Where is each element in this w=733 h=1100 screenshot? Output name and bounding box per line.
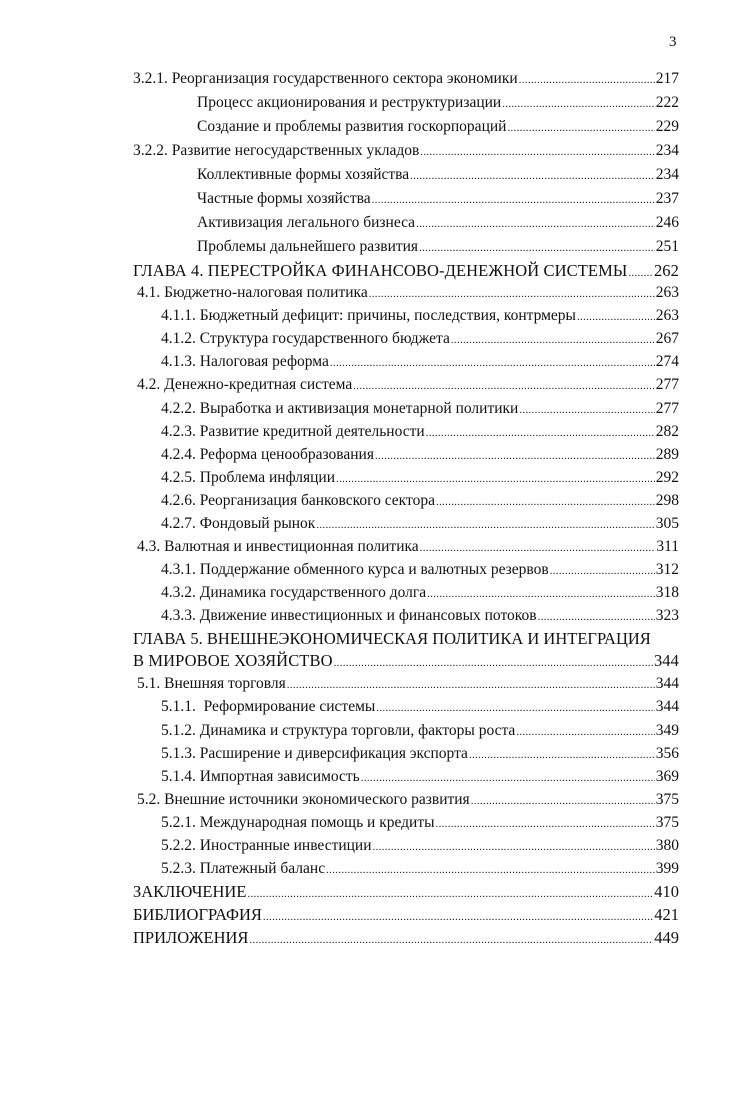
toc-leader-dots [436,491,655,513]
toc-entry-title: 4.1. Бюджетно-налоговая политика [137,284,368,301]
toc-entry [137,673,679,695]
toc-entry-page: 267 [655,330,679,347]
toc-leader-dots [316,514,654,536]
toc-leader-dots [420,537,656,559]
toc-leader-dots [376,697,654,719]
toc-leader-dots [372,189,655,211]
toc-leader-dots [427,583,655,605]
toc-leader-dots [426,422,655,444]
toc-entry-title: 4.1.1. Бюджетный дефицит: причины, последствия, контрмеры [161,307,576,324]
toc-leader-dots [419,237,655,259]
toc-entry-title: 5.2. Внешние источники экономического развития [137,791,470,808]
toc-entry-page: 263 [655,307,679,324]
toc-leader-dots [416,213,655,235]
toc-chapter-entry [133,650,679,672]
toc-leader-dots [247,883,653,905]
toc-leader-dots [353,375,655,397]
toc-leader-dots [577,306,655,328]
toc-entry-page: 399 [655,860,679,877]
toc-entry-title: 4.3.2. Динамика государственного долга [161,584,427,601]
toc-entry-title: 5.2.3. Платежный баланс [161,860,326,877]
toc-entry-title: 5.1. Внешняя торговля [137,675,286,692]
toc-entry [161,858,679,880]
toc-leader-dots [334,652,653,674]
toc-entry-page: 234 [655,166,679,183]
toc-entry-title: 5.2.1. Международная помощь и кредиты [161,814,435,831]
toc-entry [133,68,679,90]
toc-entry-page: 251 [655,238,679,255]
toc-entry-page: 369 [655,768,679,785]
toc-entry-title: 5.2.2. Иностранные инвестиции [161,837,372,854]
toc-entry [161,812,679,834]
toc-entry-title: 4.3.3. Движение инвестиционных и финансовых потоков [161,607,537,624]
toc-entry-title: Процесс акционирования и реструктуризации [197,94,502,111]
toc-entry-page: 449 [654,928,679,947]
toc-entry-page: 312 [655,561,679,578]
toc-entry-title: В МИРОВОЕ ХОЗЯЙСТВО [133,651,333,670]
toc-entry [161,605,679,627]
toc-entry [133,927,679,949]
toc-entry [133,904,679,926]
toc-leader-dots [326,859,655,881]
toc-entry-title: Активизация легального бизнеса [197,214,416,231]
toc-entry-page: 305 [655,515,679,532]
toc-entry-page: 277 [655,376,679,393]
toc-entry-page: 344 [655,675,679,692]
toc-entry-title: Частные формы хозяйства [197,190,371,207]
toc-entry [137,536,679,558]
toc-leader-dots [330,352,655,374]
toc-entry [161,398,679,420]
toc-entry-title: 4.2.7. Фондовый рынок [161,515,316,532]
toc-leader-dots [373,836,655,858]
toc-entry [161,582,679,604]
toc-entry-title: Проблемы дальнейшего развития [197,238,419,255]
toc-entry-title: 3.2.2. Развитие негосударственных укладов [133,142,420,159]
toc-leader-dots [538,606,655,628]
toc-entry-title: 4.2.5. Проблема инфляции [161,469,336,486]
toc-entry-title: ЗАКЛЮЧЕНИЕ [133,882,247,901]
toc-entry-title: Создание и проблемы развития госкорпораций [197,118,507,135]
toc-entry-title: 4.3. Валютная и инвестиционная политика [137,538,419,555]
toc-leader-dots [375,445,655,467]
toc-entry [197,212,679,234]
toc-entry-title: 4.2.4. Реформа ценообразования [161,446,374,463]
toc-leader-dots [369,283,655,305]
toc-leader-dots [410,165,655,187]
toc-entry-title: 4.2.2. Выработка и активизация монетарной политики [161,400,519,417]
toc-entry-page: 375 [655,814,679,831]
toc-entry-page: 356 [655,745,679,762]
toc-entry-title: 4.1.2. Структура государственного бюджета [161,330,450,347]
toc-entry [197,92,679,114]
toc-entry [161,467,679,489]
toc-entry-page: 289 [655,446,679,463]
toc-entry-page: 380 [655,837,679,854]
toc-entry-page: 344 [655,698,679,715]
toc-entry [161,351,679,373]
toc-entry [161,328,679,350]
toc-leader-dots [628,262,653,284]
toc-leader-dots [287,674,655,696]
toc-entry-title: ПРИЛОЖЕНИЯ [133,928,249,947]
toc-entry-page: 421 [654,905,679,924]
toc-entry [137,374,679,396]
toc-entry [161,513,679,535]
toc-entry-page: 318 [655,584,679,601]
toc-entry-page: 349 [655,722,679,739]
toc-entry-title: 4.2.3. Развитие кредитной деятельности [161,423,425,440]
toc-entry-title: ГЛАВА 4. ПЕРЕСТРОЙКА ФИНАНСОВО-ДЕНЕЖНОЙ СИСТЕМЫ [133,261,628,280]
toc-entry-title: 5.1.3. Расширение и диверсификация экспорта [161,745,468,762]
toc-entry-page: 344 [653,651,679,670]
toc-leader-dots [263,906,653,928]
toc-entry [161,559,679,581]
toc-entry [161,766,679,788]
toc-entry-page: 277 [655,400,679,417]
toc-entry-page: 237 [655,190,679,207]
toc-entry-page: 375 [655,791,679,808]
toc-entry-page: 323 [655,607,679,624]
toc-entry-page: 410 [654,882,679,901]
toc-leader-dots [502,93,655,115]
toc-leader-dots [361,767,655,789]
toc-entry-title: 4.2. Денежно-кредитная система [137,376,353,393]
toc-entry-title: 5.1.2. Динамика и структура торговли, факторы роста [161,722,516,739]
toc-leader-dots [249,929,653,951]
toc-entry [197,188,679,210]
toc-entry [137,282,679,304]
toc-entry-page: 229 [655,118,679,135]
toc-entry-title: БИБЛИОГРАФИЯ [133,905,262,924]
toc-entry [161,835,679,857]
toc-entry-title: Коллективные формы хозяйства [197,166,410,183]
toc-entry-page: 274 [655,353,679,370]
toc-entry [161,743,679,765]
toc-chapter-entry [133,260,679,282]
toc-leader-dots [471,790,655,812]
toc-entry [161,444,679,466]
toc-leader-dots [420,141,654,163]
toc-entry-page: 262 [653,261,679,280]
toc-leader-dots [519,399,654,421]
toc-entry-page: 222 [655,94,679,111]
toc-leader-dots [550,560,655,582]
toc-entry-page: 292 [655,469,679,486]
toc-leader-dots [507,117,654,139]
page-number: 3 [669,34,677,50]
toc-leader-dots [436,813,655,835]
toc-entry-page: 311 [656,538,679,555]
toc-entry-page: 234 [655,142,679,159]
toc-entry-title: 4.2.6. Реорганизация банковского сектора [161,492,435,509]
toc-leader-dots [336,468,655,490]
toc-entry [161,720,679,742]
toc-entry [137,789,679,811]
toc-entry [197,164,679,186]
toc-chapter-title-line1: ГЛАВА 5. ВНЕШНЕЭКОНОМИЧЕСКАЯ ПОЛИТИКА И ИНТЕГРАЦИЯ [133,629,651,648]
toc-entry [133,881,679,903]
toc-entry-page: 217 [655,70,679,87]
toc-entry-title: 4.3.1. Поддержание обменного курса и валютных резервов [161,561,549,578]
toc-entry [161,490,679,512]
toc-entry-page: 298 [655,492,679,509]
toc-entry-title: 3.2.1. Реорганизация государственного сектора экономики [133,70,518,87]
toc-entry-title: 4.1.3. Налоговая реформа [161,353,329,370]
toc-entry-page: 282 [655,423,679,440]
toc-entry-page: 246 [655,214,679,231]
toc-leader-dots [469,744,655,766]
toc-leader-dots [516,721,654,743]
toc-entry [161,305,679,327]
toc-entry [133,140,679,162]
toc-entry [197,236,679,258]
toc-entry [161,696,679,718]
toc-entry-title: 5.1.4. Импортная зависимость [161,768,360,785]
toc-entry [197,116,679,138]
toc-leader-dots [519,69,655,91]
toc-entry-page: 263 [655,284,679,301]
toc-entry [161,421,679,443]
toc-leader-dots [451,329,655,351]
toc-entry-title: 5.1.1. Реформирование системы [161,698,376,715]
